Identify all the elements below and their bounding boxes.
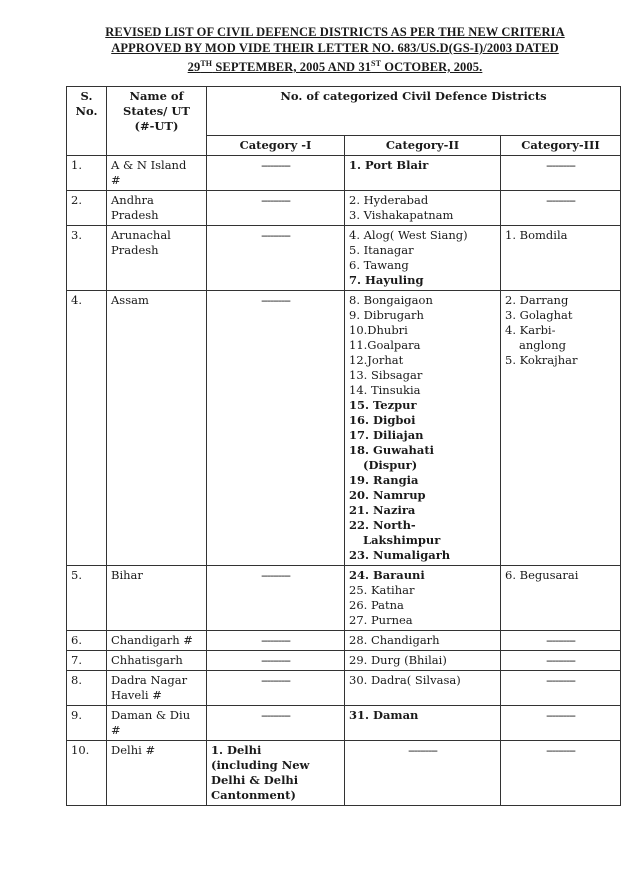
cell-category-2 <box>345 566 501 631</box>
document-title <box>70 24 600 75</box>
state-name-line: A & N Island <box>111 158 187 172</box>
cell-category-2 <box>345 631 501 651</box>
state-name-line: Chandigarh # <box>111 633 193 647</box>
dash-placeholder: ---------- <box>261 633 290 647</box>
cell-sno: 1. <box>67 156 107 191</box>
dash-placeholder: ---------- <box>261 293 290 307</box>
table-row <box>67 706 621 741</box>
dash-placeholder: ---------- <box>261 653 290 667</box>
category-2-entry: 8. Bongaigaon <box>349 293 433 307</box>
category-3-entry: 6. Begusarai <box>505 568 579 582</box>
category-2-entry: 7. Hayuling <box>349 273 424 287</box>
cell-category-2 <box>345 191 501 226</box>
category-3-entry: anglong <box>519 338 566 352</box>
cell-category-1 <box>207 191 345 226</box>
category-2-entry: 26. Patna <box>349 598 404 612</box>
cell-category-2 <box>345 226 501 291</box>
category-2-entry: 5. Itanagar <box>349 243 414 257</box>
table-row <box>67 631 621 651</box>
cell-category-2 <box>345 156 501 191</box>
cell-category-3 <box>501 191 621 226</box>
cell-state <box>107 566 207 631</box>
category-2-entry: 3. Vishakapatnam <box>349 208 454 222</box>
category-2-entry: 29. Durg (Bhilai) <box>349 653 447 667</box>
cell-category-1 <box>207 651 345 671</box>
cell-state <box>107 651 207 671</box>
cell-category-3 <box>501 566 621 631</box>
category-2-entry: 21. Nazira <box>349 503 416 517</box>
category-2-entry: 23. Numaligarh <box>349 548 451 562</box>
state-name-line: Chhatisgarh <box>111 653 183 667</box>
cell-category-1 <box>207 156 345 191</box>
category-2-entry: 17. Diliajan <box>349 428 424 442</box>
header-category-1: Category -I <box>207 136 345 156</box>
cell-state <box>107 631 207 651</box>
table-row <box>67 291 621 566</box>
category-2-entry: (Dispur) <box>363 458 418 472</box>
state-name-line: Pradesh <box>111 243 159 257</box>
category-2-entry: 19. Rangia <box>349 473 419 487</box>
category-3-entry: 3. Golaghat <box>505 308 573 322</box>
state-name-line: Pradesh <box>111 208 159 222</box>
dash-placeholder: ---------- <box>261 228 290 242</box>
cell-category-2 <box>345 671 501 706</box>
cell-sno: 7. <box>67 651 107 671</box>
table-row <box>67 226 621 291</box>
title-line-2: APPROVED BY MOD VIDE THEIR LETTER NO. 683/US.D(GS-I)/2003 DATED <box>111 41 559 55</box>
dash-placeholder: ---------- <box>261 193 290 207</box>
cell-sno: 2. <box>67 191 107 226</box>
header-state: Name of States/ UT (#-UT) <box>107 87 207 156</box>
state-name-line: Dadra Nagar <box>111 673 188 687</box>
dash-placeholder: ---------- <box>261 158 290 172</box>
cell-state <box>107 156 207 191</box>
category-2-entry: 27. Purnea <box>349 613 413 627</box>
cell-sno: 10. <box>67 741 107 806</box>
state-name-line: # <box>111 173 121 187</box>
state-name-line: Andhra <box>111 193 154 207</box>
category-1-entry: (including New <box>211 758 310 772</box>
category-2-entry: 25. Katihar <box>349 583 415 597</box>
category-2-entry: 28. Chandigarh <box>349 633 440 647</box>
state-name-line: Delhi # <box>111 743 156 757</box>
civil-defence-table <box>66 86 621 806</box>
dash-placeholder: ---------- <box>261 568 290 582</box>
category-3-entry: 2. Darrang <box>505 293 569 307</box>
dash-placeholder: ---------- <box>546 158 575 172</box>
cell-sno: 5. <box>67 566 107 631</box>
header-row <box>67 87 621 136</box>
cell-category-2 <box>345 291 501 566</box>
category-2-entry: 30. Dadra( Silvasa) <box>349 673 461 687</box>
cell-category-1 <box>207 671 345 706</box>
cell-sno: 8. <box>67 671 107 706</box>
category-3-entry: 5. Kokrajhar <box>505 353 578 367</box>
state-name-line: # <box>111 723 121 737</box>
dash-placeholder: ---------- <box>546 673 575 687</box>
cell-sno: 9. <box>67 706 107 741</box>
dash-placeholder: ---------- <box>546 633 575 647</box>
cell-category-1 <box>207 741 345 806</box>
dash-placeholder: ---------- <box>546 743 575 757</box>
cell-category-3 <box>501 156 621 191</box>
header-category-3: Category-III <box>501 136 621 156</box>
category-2-entry: 13. Sibsagar <box>349 368 423 382</box>
header-sno: S. No. <box>67 87 107 156</box>
state-name-line: Arunachal <box>111 228 171 242</box>
dash-placeholder: ---------- <box>546 708 575 722</box>
table-row <box>67 671 621 706</box>
category-2-entry: 9. Dibrugarh <box>349 308 424 322</box>
category-2-entry: Lakshimpur <box>363 533 441 547</box>
cell-sno: 6. <box>67 631 107 651</box>
dash-placeholder: ---------- <box>261 708 290 722</box>
table-row <box>67 651 621 671</box>
cell-category-1 <box>207 291 345 566</box>
cell-state <box>107 741 207 806</box>
state-name-line: Bihar <box>111 568 143 582</box>
cell-category-3 <box>501 671 621 706</box>
category-2-entry: 6. Tawang <box>349 258 409 272</box>
category-2-entry: 16. Digboi <box>349 413 416 427</box>
category-2-entry: 11.Goalpara <box>349 338 421 352</box>
cell-category-2 <box>345 706 501 741</box>
state-name-line: Assam <box>111 293 149 307</box>
table-body <box>67 156 621 806</box>
category-1-entry: Delhi & Delhi <box>211 773 299 787</box>
dash-placeholder: ---------- <box>261 673 290 687</box>
dash-placeholder: ---------- <box>408 743 437 757</box>
category-2-entry: 2. Hyderabad <box>349 193 429 207</box>
category-2-entry: 31. Daman <box>349 708 419 722</box>
cell-category-2 <box>345 651 501 671</box>
category-2-entry: 18. Guwahati <box>349 443 435 457</box>
cell-sno: 4. <box>67 291 107 566</box>
cell-sno: 3. <box>67 226 107 291</box>
title-line-1: REVISED LIST OF CIVIL DEFENCE DISTRICTS AS PER THE NEW CRITERIA <box>105 25 565 39</box>
category-1-entry: 1. Delhi <box>211 743 262 757</box>
table-row <box>67 566 621 631</box>
category-2-entry: 12.Jorhat <box>349 353 404 367</box>
title-line-3: 29TH SEPTEMBER, 2005 AND 31ST OCTOBER, 2005. <box>187 59 483 75</box>
header-category-2: Category-II <box>345 136 501 156</box>
cell-state <box>107 291 207 566</box>
category-2-entry: 15. Tezpur <box>349 398 417 412</box>
category-2-entry: 24. Barauni <box>349 568 425 582</box>
table-row <box>67 191 621 226</box>
cell-state <box>107 191 207 226</box>
cell-category-1 <box>207 706 345 741</box>
category-1-entry: Cantonment) <box>211 788 296 802</box>
cell-category-1 <box>207 566 345 631</box>
category-2-entry: 10.Dhubri <box>349 323 408 337</box>
category-2-entry: 14. Tinsukia <box>349 383 421 397</box>
dash-placeholder: ---------- <box>546 653 575 667</box>
state-name-line: Daman & Diu <box>111 708 191 722</box>
category-2-entry: 1. Port Blair <box>349 158 429 172</box>
cell-category-3 <box>501 706 621 741</box>
cell-category-2 <box>345 741 501 806</box>
category-2-entry: 4. Alog( West Siang) <box>349 228 468 242</box>
cell-category-3 <box>501 631 621 651</box>
state-name-line: Haveli # <box>111 688 162 702</box>
cell-state <box>107 671 207 706</box>
cell-state <box>107 226 207 291</box>
cell-category-3 <box>501 741 621 806</box>
table-row <box>67 156 621 191</box>
dash-placeholder: ---------- <box>546 193 575 207</box>
cell-category-3 <box>501 291 621 566</box>
category-3-entry: 1. Bomdila <box>505 228 568 242</box>
cell-category-1 <box>207 631 345 651</box>
category-3-entry: 4. Karbi- <box>505 323 556 337</box>
cell-category-1 <box>207 226 345 291</box>
header-category-group: No. of categorized Civil Defence Districts <box>207 87 621 136</box>
category-2-entry: 22. North- <box>349 518 416 532</box>
cell-category-3 <box>501 226 621 291</box>
category-2-entry: 20. Namrup <box>349 488 426 502</box>
cell-state <box>107 706 207 741</box>
cell-category-3 <box>501 651 621 671</box>
table-row <box>67 741 621 806</box>
